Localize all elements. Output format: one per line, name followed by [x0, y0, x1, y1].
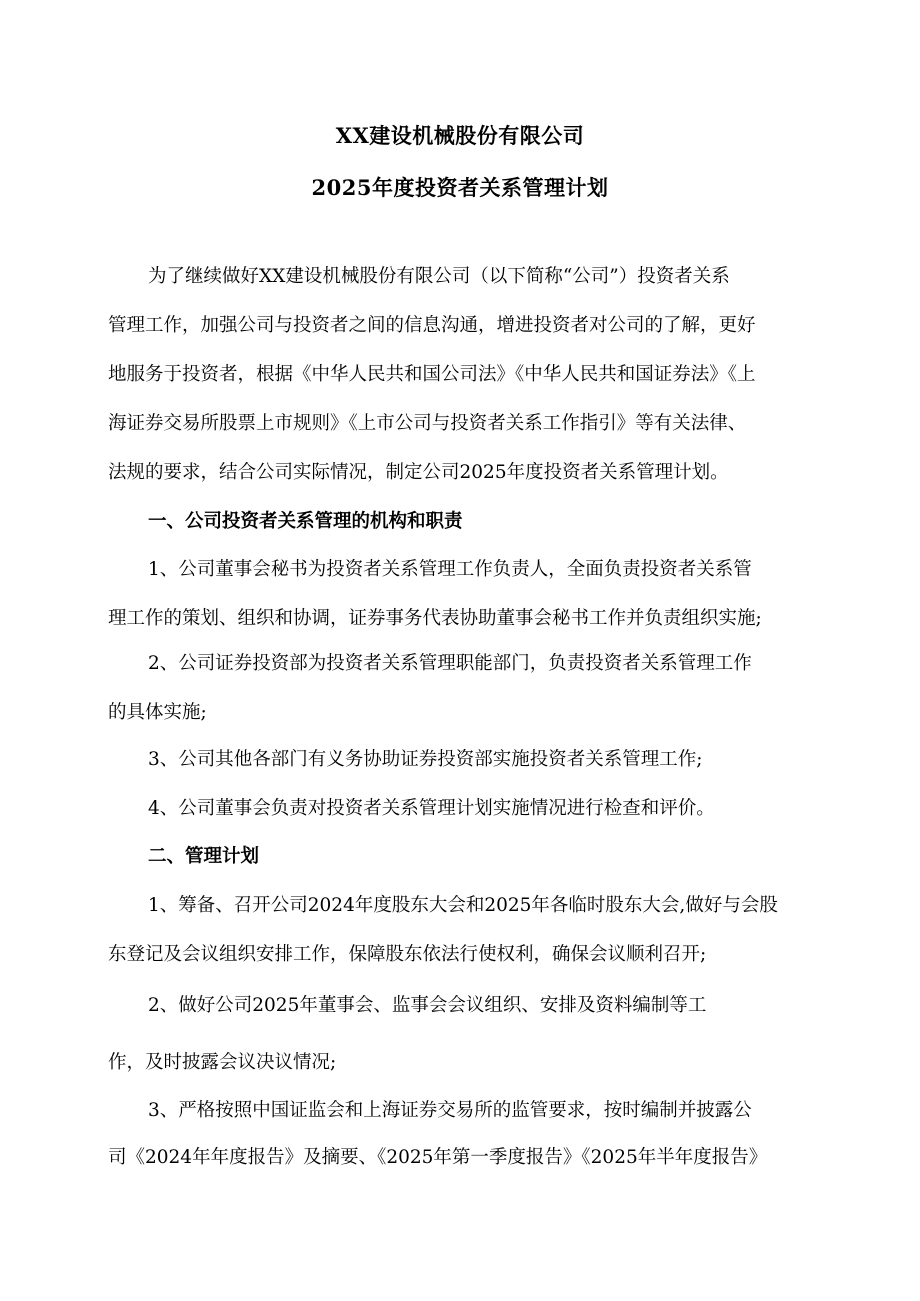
paragraph-line: 2、公司证券投资部为投资者关系管理职能部门，负责投资者关系管理工作 [148, 653, 752, 674]
paragraph-line: 2、做好公司2025年董事会、监事会会议组织、安排及资料编制等工 [148, 995, 707, 1016]
paragraph-line: 1、公司董事会秘书为投资者关系管理工作负责人，全面负责投资者关系管 [148, 559, 752, 580]
document-title-plan: 2025年度投资者关系管理计划 [311, 175, 609, 200]
paragraph-line: 作，及时披露会议决议情况; [108, 1052, 337, 1073]
paragraph-line: 司《2024年年度报告》及摘要、《2025年第一季度报告》《2025年半年度报告》 [108, 1147, 768, 1168]
section-heading-2: 二、管理计划 [148, 846, 260, 867]
paragraph-line: 地服务于投资者，根据《中华人民共和国公司法》《中华人民共和国证券法》《上 [108, 364, 756, 385]
paragraph-line: 1、筹备、召开公司2024年度股东大会和2025年各临时股东大会,做好与会股 [148, 895, 778, 916]
paragraph-line: 管理工作，加强公司与投资者之间的信息沟通，增进投资者对公司的了解，更好 [108, 315, 756, 336]
paragraph-line: 3、严格按照中国证监会和上海证券交易所的监管要求，按时编制并披露公 [148, 1100, 752, 1121]
paragraph-line: 为了继续做好XX建设机械股份有限公司（以下简称“公司”）投资者关系 [148, 266, 730, 287]
section1-item-3: 3、公司其他各部门有义务协助证券投资部实施投资者关系管理工作; [148, 749, 703, 770]
section1-item-4: 4、公司董事会负责对投资者关系管理计划实施情况进行检查和评价。 [148, 798, 715, 819]
paragraph-line: 东登记及会议组织安排工作，保障股东依法行使权利，确保会议顺利召开; [108, 944, 707, 965]
paragraph-line: 海证券交易所股票上市规则》《上市公司与投资者关系工作指引》等有关法律、 [108, 413, 747, 434]
document-title-company: XX建设机械股份有限公司 [335, 123, 585, 148]
paragraph-line: 法规的要求，结合公司实际情况，制定公司2025年度投资者关系管理计划。 [108, 462, 729, 483]
paragraph-line: 理工作的策划、组织和协调，证券事务代表协助董事会秘书工作并负责组织实施; [108, 608, 762, 629]
paragraph-line: 的具体实施; [108, 702, 207, 723]
section-heading-1: 一、公司投资者关系管理的机构和职责 [148, 511, 463, 532]
